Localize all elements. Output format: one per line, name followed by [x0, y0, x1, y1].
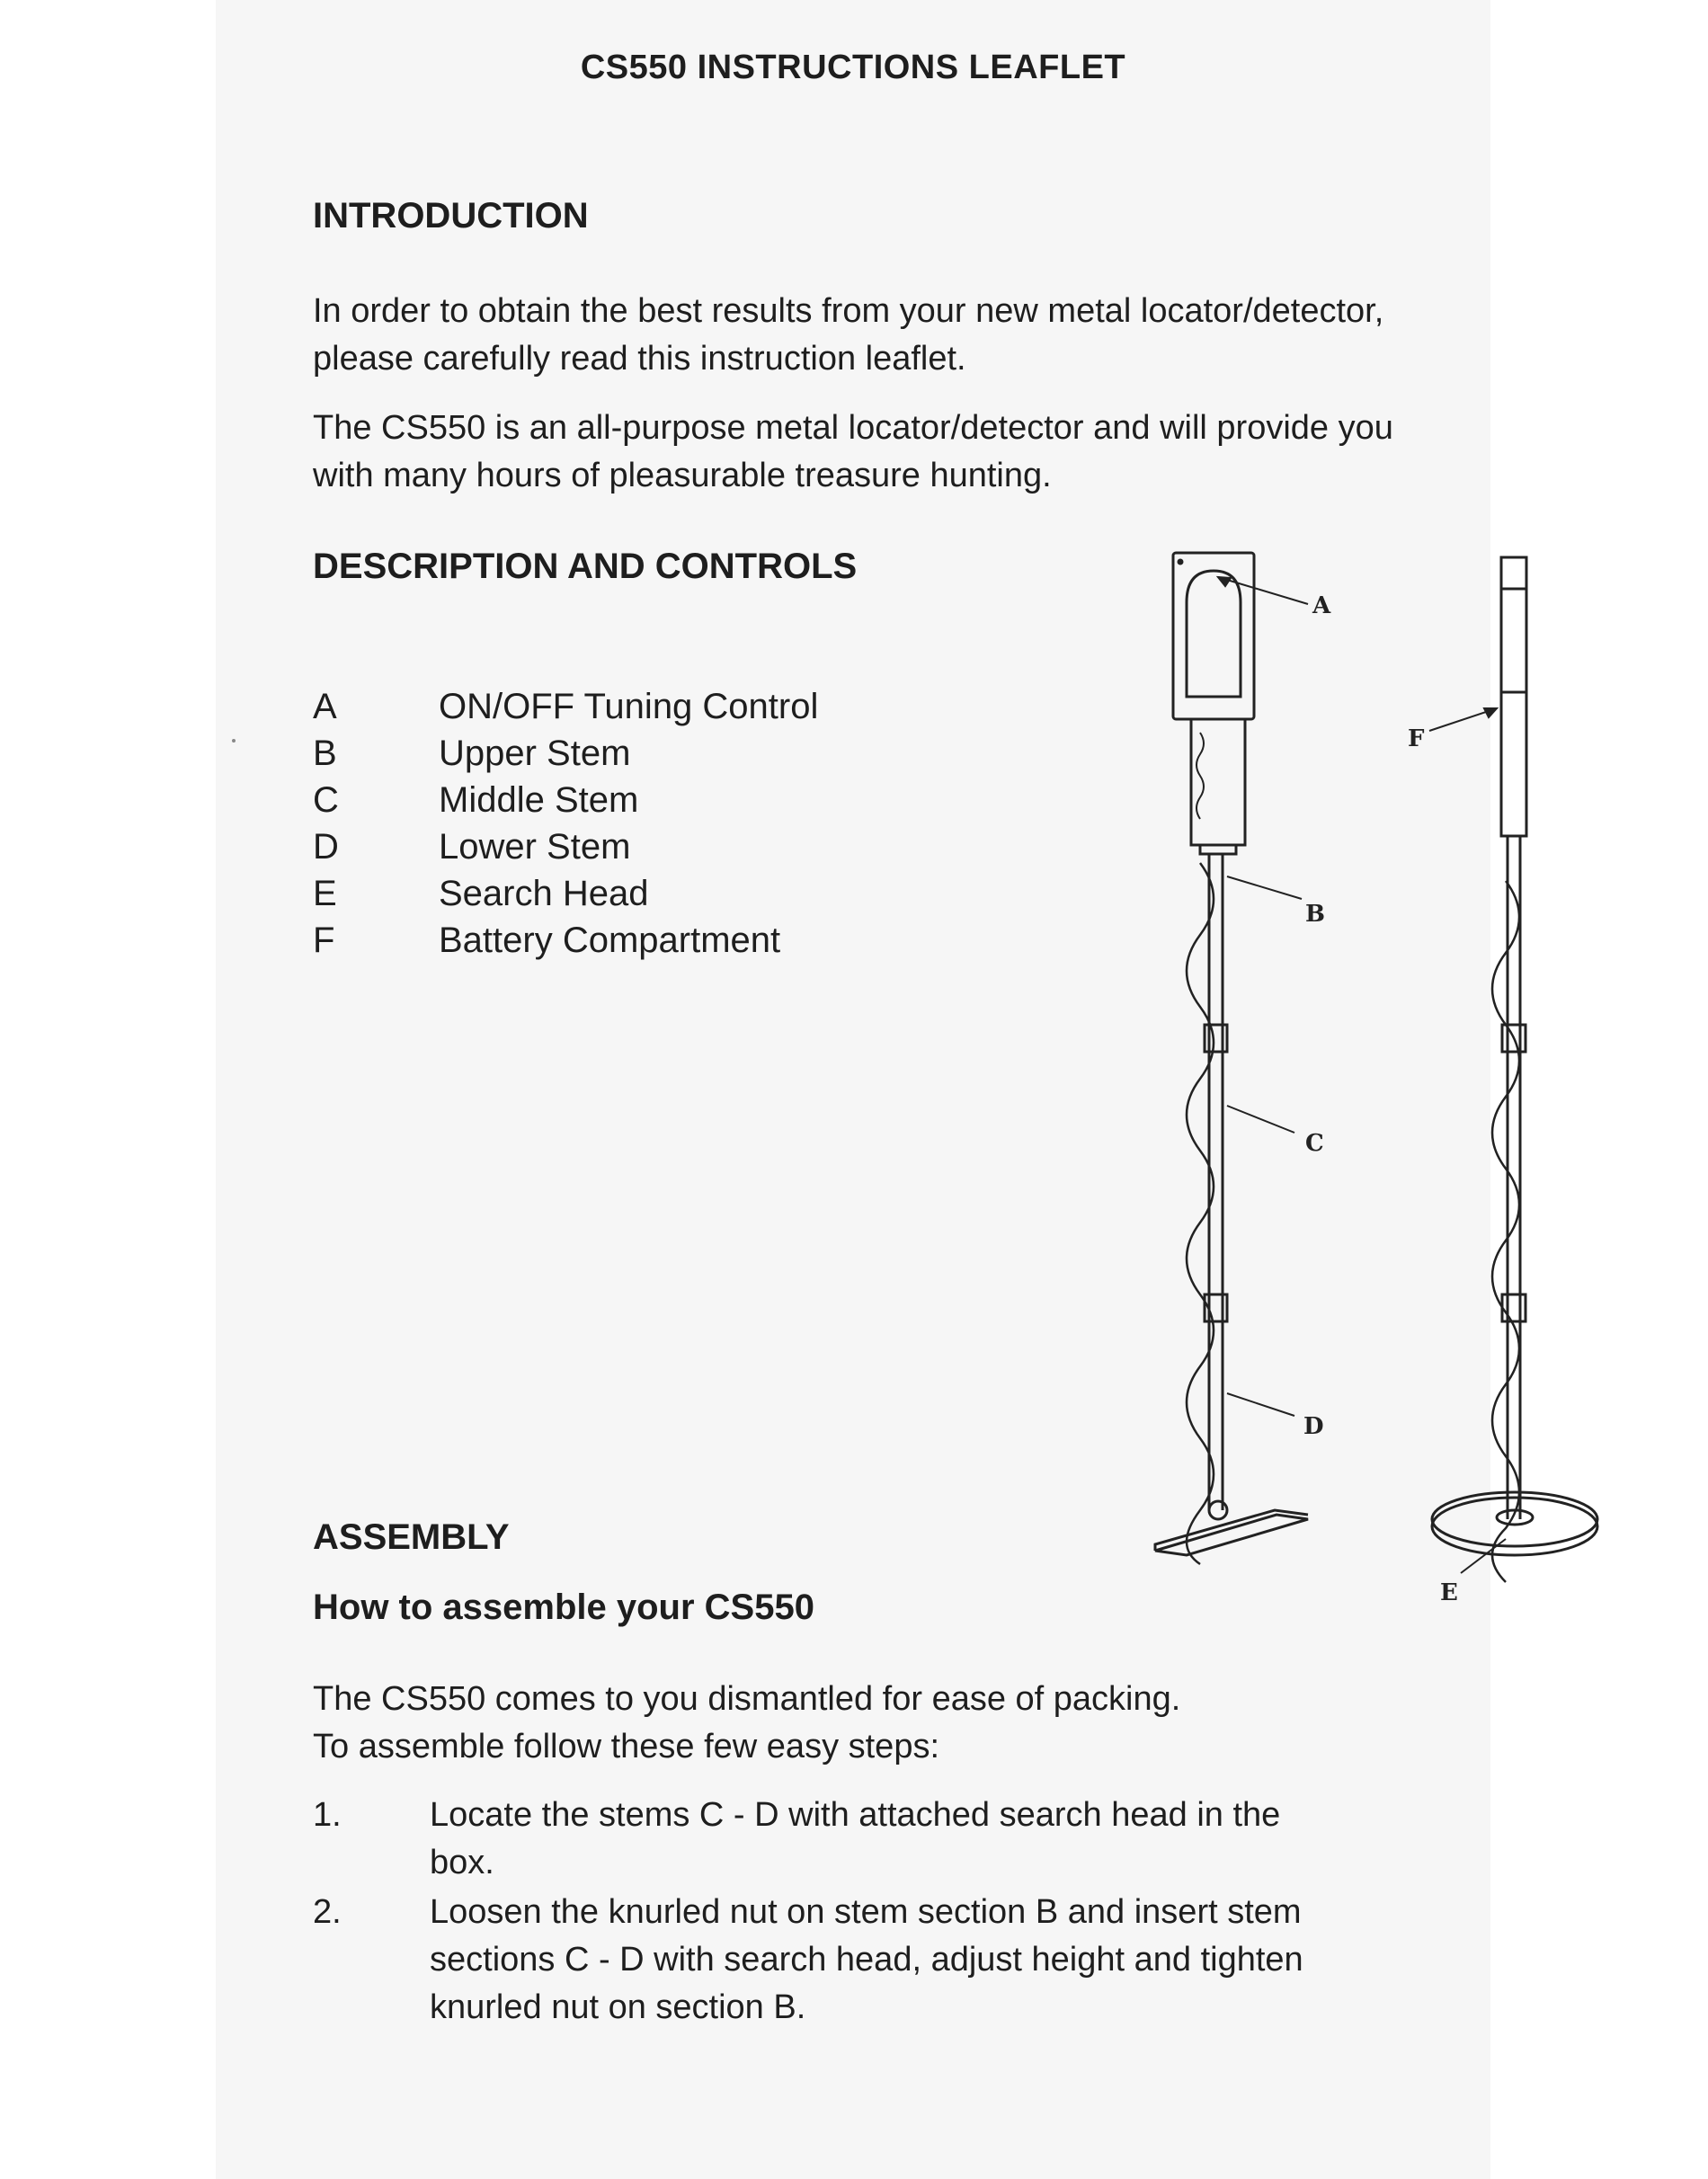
- handle-illustration: [1191, 719, 1245, 854]
- legend-key: F: [313, 921, 335, 960]
- step-number: 2.: [313, 1893, 342, 1931]
- legend-item: [313, 823, 818, 870]
- introduction-heading: INTRODUCTION: [313, 196, 589, 236]
- search-head-side-illustration: [1155, 1501, 1308, 1555]
- legend-label: Search Head: [439, 874, 649, 913]
- assembly-intro: [313, 1676, 1180, 1771]
- search-head-top-illustration: [1432, 1492, 1597, 1555]
- leaflet-page: [216, 0, 1490, 2179]
- stem-illustration: [1187, 854, 1227, 1564]
- callout-label-c: C: [1305, 1130, 1324, 1157]
- step-text: Loosen the knurled nut on stem section B and insert stem sections C - D with search head, adjust height and tighten knurled nut on section B.: [430, 1893, 1303, 2026]
- callout-label-a: A: [1312, 592, 1331, 619]
- legend-key: D: [313, 827, 339, 867]
- battery-compartment-illustration: [1501, 557, 1526, 836]
- scan-speck: [232, 739, 236, 743]
- legend-item: [313, 777, 818, 823]
- callout-leaders: [1218, 577, 1506, 1573]
- callout-label-d: D: [1303, 1413, 1324, 1440]
- step-text: Locate the stems C - D with attached search head in the box.: [430, 1796, 1281, 1881]
- description-heading: DESCRIPTION AND CONTROLS: [313, 547, 858, 586]
- callout-label-b: B: [1305, 901, 1325, 928]
- assembly-heading: ASSEMBLY: [313, 1517, 510, 1557]
- metal-detector-diagram: [1151, 539, 1618, 1618]
- legend-key: E: [313, 874, 337, 913]
- legend-label: Lower Stem: [439, 827, 631, 867]
- controls-legend: [313, 683, 818, 964]
- legend-label: Battery Compartment: [439, 921, 781, 960]
- legend-item: [313, 917, 818, 964]
- legend-item: [313, 683, 818, 730]
- assembly-steps: [313, 1792, 1365, 2032]
- step-number: 1.: [313, 1796, 342, 1834]
- callout-label-f: F: [1408, 725, 1425, 752]
- intro-paragraph-1: In order to obtain the best results from your new metal locator/detector, please carefully read this instruction leaflet.: [313, 292, 1384, 378]
- legend-key: B: [313, 734, 337, 773]
- right-stem-illustration: [1492, 836, 1526, 1582]
- legend-item: [313, 730, 818, 777]
- control-box-illustration: [1173, 553, 1254, 719]
- legend-label: Middle Stem: [439, 780, 639, 820]
- legend-label: Upper Stem: [439, 734, 631, 773]
- legend-key: A: [313, 687, 337, 726]
- legend-item: [313, 870, 818, 917]
- legend-key: C: [313, 780, 339, 820]
- legend-label: ON/OFF Tuning Control: [439, 687, 819, 726]
- assembly-intro-line: The CS550 comes to you dismantled for ease of packing.: [313, 1680, 1181, 1718]
- intro-paragraph-2: The CS550 is an all-purpose metal locator/detector and will provide you with many hours of pleasurable treasure hunting.: [313, 409, 1393, 494]
- assembly-intro-line: To assemble follow these few easy steps:: [313, 1728, 940, 1765]
- document-title: CS550 INSTRUCTIONS LEAFLET: [580, 49, 1126, 86]
- assembly-step: [313, 1889, 1365, 2032]
- assembly-step: [313, 1792, 1365, 1887]
- callout-label-e: E: [1440, 1579, 1458, 1606]
- assembly-subheading: How to assemble your CS550: [313, 1588, 814, 1627]
